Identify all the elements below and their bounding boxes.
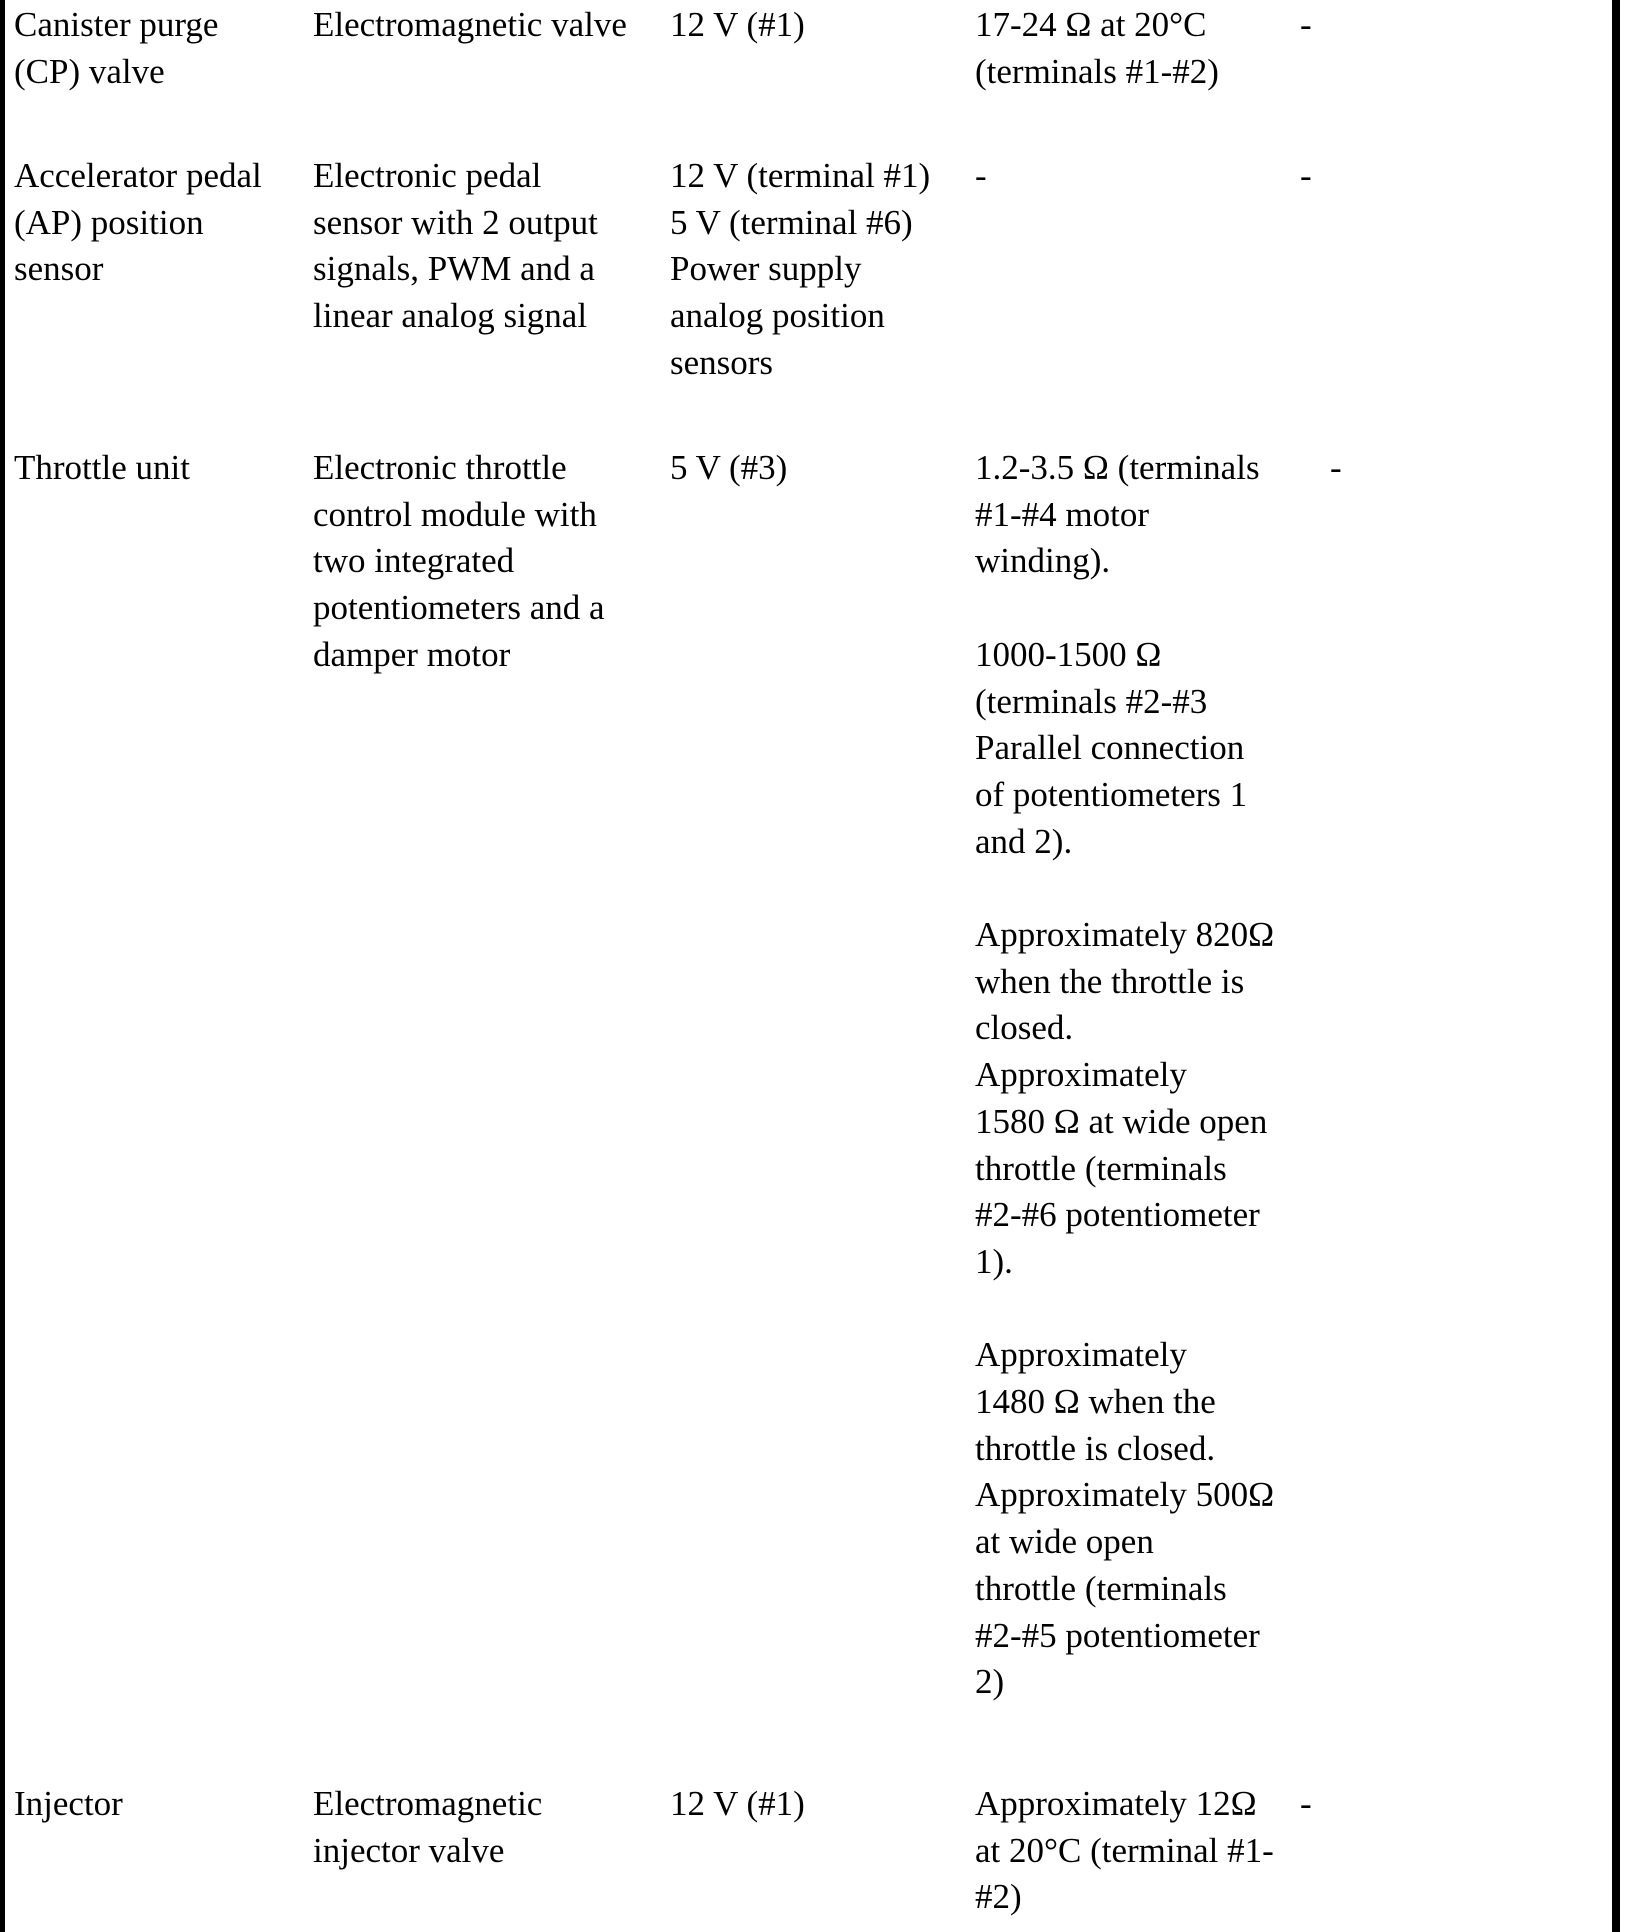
last-column-cell: -	[1300, 5, 1312, 44]
component-cell: Canister purge (CP) valve	[14, 5, 219, 91]
resistance-cell: Approximately 12Ω at 20°C (terminal #1- #2)	[975, 1784, 1274, 1917]
type-cell: Electromagnetic injector valve	[313, 1784, 543, 1870]
supply-cell: 12 V (terminal #1) 5 V (terminal #6) Power supply analog position sensors	[670, 156, 931, 382]
last-column-cell: -	[1300, 156, 1312, 195]
type-cell: Electronic throttle control module with two integrated potentiometers and a damper motor	[313, 448, 605, 674]
table-left-border	[0, 0, 5, 1932]
resistance-cell: -	[975, 156, 987, 195]
component-cell: Throttle unit	[14, 448, 190, 487]
resistance-cell: 1.2-3.5 Ω (terminals #1-#4 motor winding). 1000-1500 Ω (terminals #2-#3 Parallel connection of potentiometers 1 and 2). Approximately 820Ω when the throttle is closed. Approximately 1580 Ω at wide open throttle (terminals #2-#6 potentiometer 1). Approximately 1480 Ω when the throttle is closed. Approximately 500Ω at wide open throttle (terminals #2-#5 potentiometer 2)	[975, 448, 1275, 1702]
type-cell: Electromagnetic valve	[313, 5, 627, 44]
supply-cell: 12 V (#1)	[670, 5, 805, 44]
table-right-border	[1612, 0, 1620, 1932]
resistance-cell: 17-24 Ω at 20°C (terminals #1-#2)	[975, 5, 1219, 91]
component-cell: Accelerator pedal (AP) position sensor	[14, 156, 262, 289]
component-cell: Injector	[14, 1784, 123, 1823]
last-column-cell: -	[1330, 448, 1342, 487]
supply-cell: 5 V (#3)	[670, 448, 788, 487]
last-column-cell: -	[1300, 1784, 1312, 1823]
supply-cell: 12 V (#1)	[670, 1784, 805, 1823]
type-cell: Electronic pedal sensor with 2 output signals, PWM and a linear analog signal	[313, 156, 598, 336]
